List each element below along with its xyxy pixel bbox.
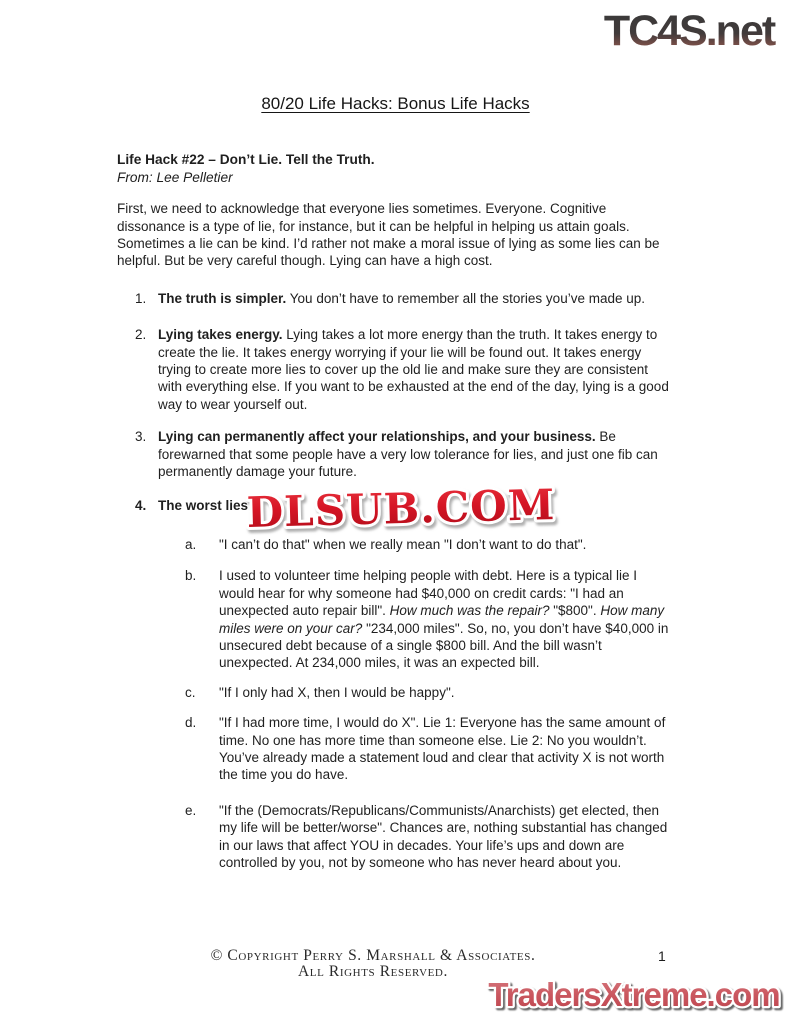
copyright-line-2: All Rights Reserved.	[298, 963, 448, 980]
tradersxtreme-logo	[478, 976, 790, 1023]
tc4s-logo-text: TC4S.net	[603, 7, 775, 55]
sub-item-c-letter: c.	[185, 684, 196, 700]
document-content	[117, 0, 674, 871]
list-item-3-text: Lying can permanently affect your relationships, and your business. Be forewarned that some people have a very low tolerance for lies, and just one fib can permanently damage your future.	[158, 429, 658, 480]
intro-paragraph: First, we need to acknowledge that everyone lies sometimes. Everyone. Cognitive dissonance is a type of lie, for instance, but it can be helpful in helping us attain goals. Sometimes a lie can be kind. I’d rather not make a moral issue of lying as some lies can be helpful. But be very careful though. Lying can have a high cost.	[117, 201, 660, 269]
sub-item-e-text: "If the (Democrats/Republicans/Communists/Anarchists) get elected, then my life will be better/worse". Chances are, nothing substantial has changed in our laws that affect YOU in decades. Your life’s ups and down are controlled by you, not by someone who has never heard about you.	[219, 802, 668, 870]
page-number: 1	[658, 948, 666, 964]
sub-item-d	[117, 714, 674, 784]
list-item-1-number: 1.	[135, 290, 147, 306]
sub-item-e	[117, 802, 674, 872]
list-item-4-number: 4.	[135, 497, 147, 513]
sub-item-b-text: I used to volunteer time helping people with debt. Here is a typical lie I would hear for why someone had $40,000 on credit cards: "I had an unexpected auto repair bill". How much was the repair? "$800". How many miles were on your car? "234,000 miles". So, no, you don’t have $40,000 in unsecured debt because of a single $800 bill. And the bill wasn’t unexpected. At 234,000 miles, it was an expected bill.	[219, 568, 669, 671]
list-item-2	[117, 326, 674, 413]
list-item-3	[117, 428, 674, 480]
list-item-4-text: The worst lies	[158, 497, 249, 513]
dlsub-watermark-text: DLSUB.COM	[246, 479, 556, 538]
sub-item-b-letter: b.	[185, 568, 197, 584]
sub-item-d-letter: d.	[185, 715, 197, 731]
tradersxtreme-logo-graphic	[478, 976, 790, 1018]
dlsub-watermark	[246, 479, 556, 544]
copyright-line-1: © Copyright Perry S. Marshall & Associates.	[210, 947, 536, 964]
list-item-1-text: The truth is simpler. You don’t have to remember all the stories you’ve made up.	[158, 290, 645, 306]
tradersxtreme-logo-text: TradersXtreme.com	[488, 976, 780, 1013]
sub-item-c-text: "If I only had X, then I would be happy".	[219, 684, 455, 700]
sub-item-a-text: "I can’t do that" when we really mean "I don’t want to do that".	[219, 536, 587, 552]
sub-item-a-letter: a.	[185, 536, 197, 552]
list-item-2-text: Lying takes energy. Lying takes a lot more energy than the truth. It takes energy to create the lie. It takes energy worrying if your lie will be found out. It takes energy trying to create more lies to cover up the old lie and make sure they are consistent with everything else. If you want to be exhausted at the end of the day, lying is a good way to wear yourself out.	[158, 327, 669, 412]
section-heading: Life Hack #22 – Don’t Lie. Tell the Truth.	[117, 152, 375, 168]
sub-item-b	[117, 567, 674, 671]
list-item-3-number: 3.	[135, 429, 147, 445]
sub-item-c	[117, 684, 674, 701]
sub-item-e-letter: e.	[185, 802, 197, 818]
list-item-2-number: 2.	[135, 327, 147, 343]
dlsub-watermark-graphic	[246, 479, 556, 539]
sub-item-d-text: "If I had more time, I would do X". Lie 1: Everyone has the same amount of time. No one has more time than someone else. Lie 2: No you wouldn’t. You’ve already made a statement loud and clear that activity X is not worth the time you do have.	[219, 715, 666, 783]
author-line: From: Lee Pelletier	[117, 169, 233, 185]
list-item-1	[117, 290, 674, 307]
page-title: 80/20 Life Hacks: Bonus Life Hacks	[261, 94, 530, 113]
